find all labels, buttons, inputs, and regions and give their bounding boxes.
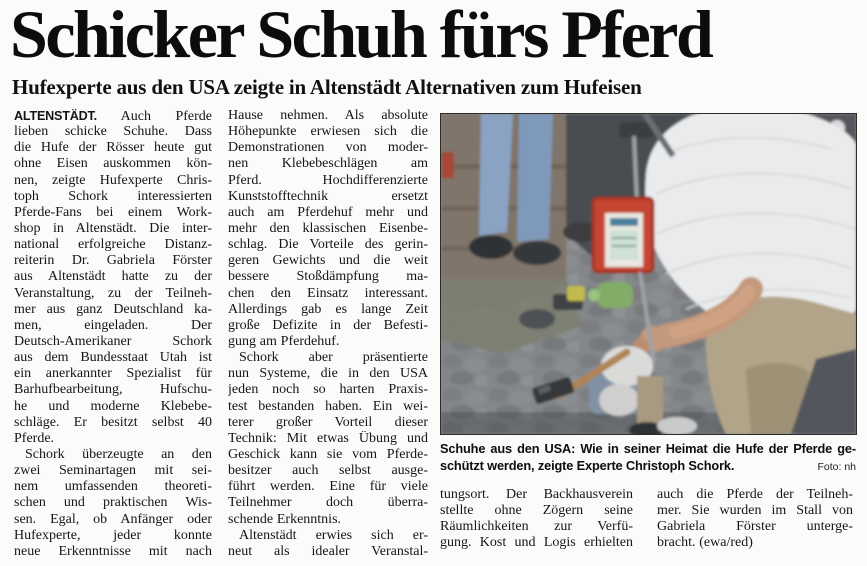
article-line: schen und praktischen Wis- [14, 495, 212, 511]
article-line: nen Klebebeschlägen am [228, 156, 428, 172]
article-line: große Defizite in der Befesti- [228, 317, 428, 333]
article-line: Gabriela Förster unterge- [657, 519, 853, 535]
article-line: Allerdings gab es lange Zeit [228, 301, 428, 317]
article-line: die Hufe der Rösser heute gut [14, 140, 212, 156]
article-line: Hause nehmen. Als absolute [228, 108, 428, 123]
article-line: nun Systeme, die in den USA [228, 366, 428, 382]
article-line: terer großer Vorteil dieser [228, 414, 428, 430]
article-line: Demonstrationen von moder- [228, 140, 428, 156]
article-line: ALTENSTÄDT. Auch Pferde [14, 109, 212, 124]
caption-text: schützt werden, zeigte Experte Christoph Schork. [440, 457, 735, 473]
article-line: zwei Seminartagen mit sei- [14, 463, 212, 479]
bystander-shoe [469, 235, 513, 259]
yellow-tool [567, 286, 585, 301]
article-line: Teilnehmer doch überra- [228, 495, 428, 511]
article-column-1 [14, 108, 212, 560]
article-line: schläge. Er besitzt selbst 40 [14, 414, 212, 430]
article-line: chen den Einsatz interessant. [228, 285, 428, 301]
article-line: mer. Sie wurden im Stall von [657, 503, 853, 519]
article-line: lieben schicke Schuhe. Dass [14, 124, 212, 140]
article-line: he und moderne Klebebe- [14, 398, 212, 414]
article-line: Pferd. Hochdifferenzierte [228, 172, 428, 188]
article-line: Barhufbearbeitung, Hufschu- [14, 382, 212, 398]
article-line: gung. Kost und Logis erhielten [440, 535, 633, 551]
article-line: national erfolgreiche Distanz- [14, 237, 212, 253]
article-line: schende Erkenntnis. [228, 511, 342, 527]
photo-illustration [441, 114, 856, 434]
article-line: Kunststofftechnik ersetzt [228, 188, 428, 204]
article-column-4 [657, 487, 853, 552]
article-line: bracht. (ewa/red) [657, 535, 753, 551]
bystander-jeans-leg [517, 114, 553, 242]
article-line: gung am Pferdehuf. [228, 333, 340, 349]
article-line: nem umfassenden theoreti- [14, 479, 212, 495]
article-line: reiterin Dr. Gabriela Förster [14, 253, 212, 269]
label-header [610, 218, 638, 226]
article-line: aus Altenstädt hatte zu der [14, 269, 212, 285]
photo-credit: Foto: nh [817, 460, 856, 473]
article-line: Veranstaltung, zu der Teilneh- [14, 285, 212, 301]
article-line: führt werden. Eine für viele [228, 479, 428, 495]
article-line: sen. Egal, ob Anfänger oder [14, 511, 212, 527]
article-photo [440, 113, 857, 435]
article-line: geren Gewichts und die weit [228, 253, 428, 269]
article-line: ein anerkannter Spezialist für [14, 366, 212, 382]
green-cartridge [597, 282, 633, 308]
article-line: Pferde. [14, 430, 55, 446]
article-line: stellte ohne Zögern seine [440, 503, 633, 519]
headline: Schicker Schuh fürs Pferd [10, 0, 712, 72]
article-line: schlag. Die Vorteile des gerin- [228, 237, 428, 253]
bystander-shoe [513, 241, 561, 265]
caption-line [440, 458, 856, 475]
dateline-lead-in: ALTENSTÄDT. [14, 109, 97, 123]
cartridge-tip [588, 289, 600, 301]
article-column-2 [228, 108, 428, 560]
article-line: Hufexperte, jeder konnte [14, 527, 212, 543]
caption-line: Schuhe aus den USA: Wie in seiner Heimat die Hufe der Pferde ge- [440, 441, 856, 456]
hoof-boot-lower [599, 384, 639, 416]
article-line: Höhepunkte erwiesen sich die [228, 124, 428, 140]
article-line: neue Erkenntnisse mit nach [14, 543, 212, 559]
article-line: jeden noch so harten Praxis- [228, 382, 428, 398]
article-line: test bestanden haben. Ein wei- [228, 398, 428, 414]
article-line: besitzer auch selbst ausge- [228, 463, 428, 479]
article-line: bessere Stoßdämpfung ma- [228, 269, 428, 285]
article-line: mehr den klassischen Eisenbe- [228, 220, 428, 236]
article-line: aus dem Bundesstaat Utah ist [14, 350, 212, 366]
article-line: Schork überzeugte an den [25, 446, 212, 462]
article-line: auch am Pferdehuf mehr und [228, 204, 428, 220]
farrier-shin [637, 376, 663, 426]
article-line: Deutsch-Amerikaner Schork [14, 333, 212, 349]
article-line: toph Schork interessierten [14, 188, 212, 204]
red-brick [441, 152, 454, 178]
subhead: Hufexperte aus den USA zeigte in Altenstädt Alternativen zum Hufeisen [12, 75, 642, 99]
article-line: Geschick kann sie vom Pferde- [228, 446, 428, 462]
article-line: Räumlichkeiten zur Verfü- [440, 519, 633, 535]
article-line: men, eingeladen. Der [14, 317, 212, 333]
article-column-3 [440, 487, 633, 552]
article-line: neut als idealer Veranstal- [228, 543, 428, 559]
article-line: shop in Altenstädt. Die inter- [14, 220, 212, 236]
bag-on-ground [519, 309, 555, 329]
article-line: tungsort. Der Backhausverein [440, 487, 633, 502]
article-line: Pferde-Fans bei einem Work- [14, 204, 212, 220]
article-line: auch die Pferde der Teilneh- [657, 487, 853, 502]
photo-caption [440, 441, 856, 474]
article-line: ohne Eisen auskommen kön- [14, 156, 212, 172]
article-line: Technik: Mit etwas Übung und [228, 430, 428, 446]
article-line: Schork aber präsentierte [239, 350, 428, 366]
article-line: mer aus ganz Deutschland ka- [14, 301, 212, 317]
article-line: nen, zeigte Hufexperte Chris- [14, 172, 212, 188]
article-line: Altenstädt erwies sich er- [239, 527, 428, 543]
